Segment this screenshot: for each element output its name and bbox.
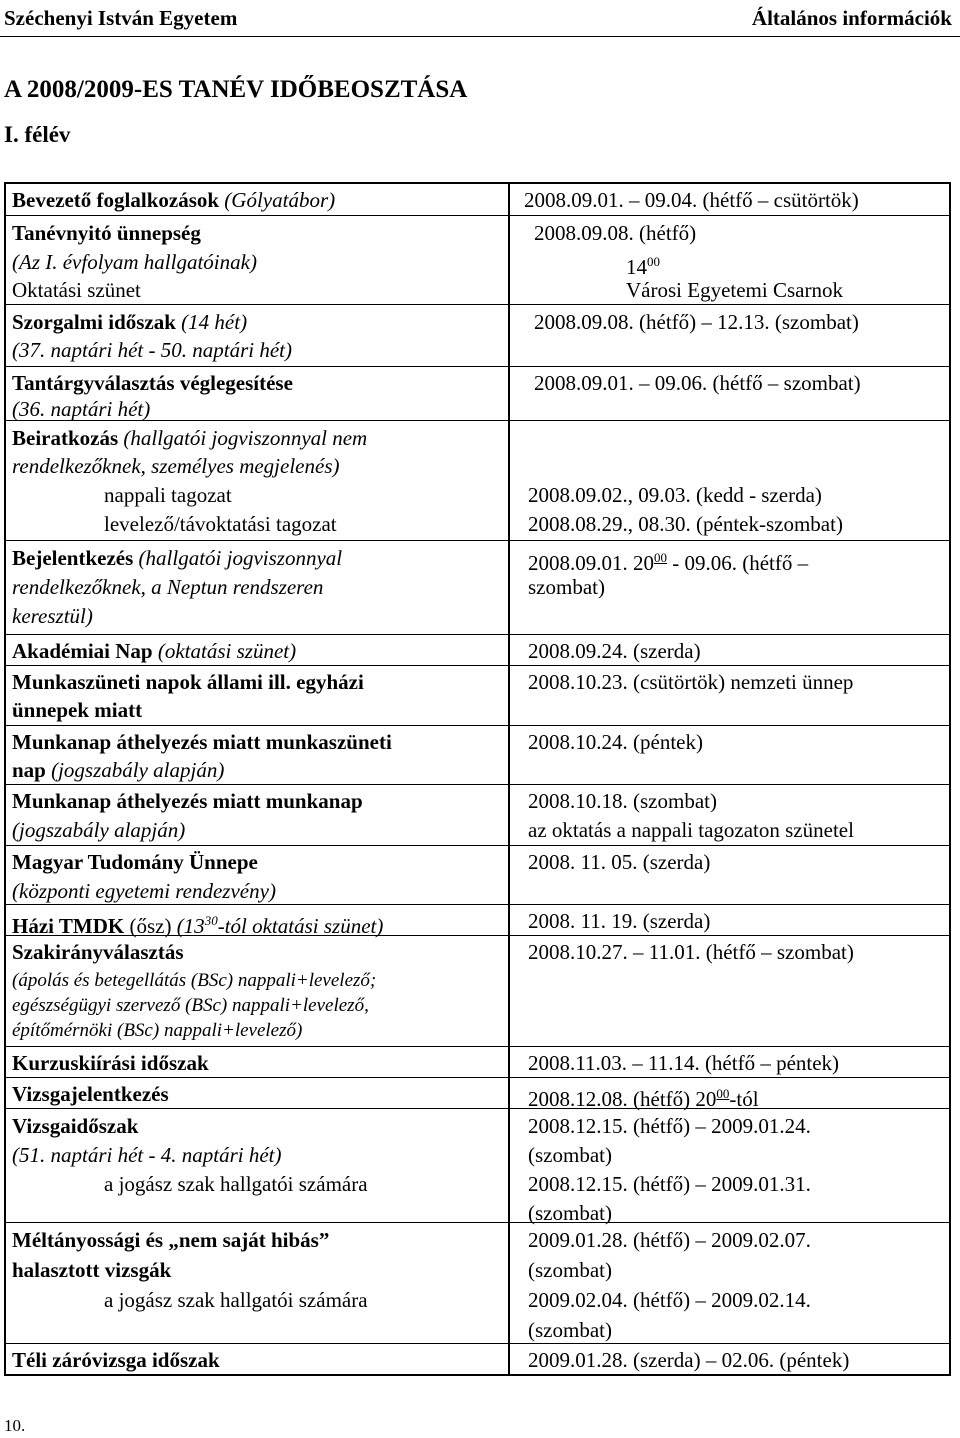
row-date: 2008.10.27. – 11.01. (hétfő – szombat) — [528, 940, 854, 964]
row-sublabel: (ápolás és betegellátás (BSc) nappali+levelező; — [12, 970, 377, 991]
row-date: 2008. 11. 19. (szerda) — [528, 909, 711, 933]
row-date-cont: (szombat) — [528, 1143, 612, 1167]
row-date: 2008.09.24. (szerda) — [528, 639, 701, 663]
table-row — [6, 634, 949, 665]
row-date: 2008.09.08. (hétfő) – 12.13. (szombat) — [534, 310, 859, 334]
semester-subtitle: I. félév — [4, 122, 71, 147]
row-sublabel: (jogszabály alapján) — [12, 818, 186, 842]
header-rule — [0, 36, 960, 37]
row-label-cont: halasztott vizsgák — [12, 1258, 172, 1282]
row-label: Vizsgaidőszak — [12, 1114, 139, 1138]
row-label: Munkanap áthelyezés miatt munkanap — [12, 789, 363, 813]
header-university-name: Széchenyi István Egyetem — [4, 6, 238, 30]
schedule-table — [4, 182, 951, 1376]
row-sublabel: levelező/távoktatási tagozat — [104, 512, 337, 536]
row-sublabel: (központi egyetemi rendezvény) — [12, 879, 276, 903]
table-row — [6, 725, 949, 784]
row-label: Szakirányválasztás — [12, 940, 184, 964]
row-sublabel: Oktatási szünet — [12, 278, 141, 302]
row-label: Vizsgajelentkezés — [12, 1082, 169, 1106]
row-label-cont: nap (jogszabály alapján) — [12, 758, 225, 782]
row-time: $14^{00}$ — [626, 254, 660, 279]
row-sublabel: (36. naptári hét) — [12, 397, 151, 421]
row-sublabel: a jogász szak hallgatói számára — [104, 1288, 368, 1312]
table-row — [6, 215, 949, 304]
table-row — [6, 665, 949, 725]
row-label: Bejelentkezés (hallgatói jogviszonnyal — [12, 546, 343, 570]
row-sublabel: (51. naptári hét - 4. naptári hét) — [12, 1143, 282, 1167]
row-label: Magyar Tudomány Ünnepe — [12, 850, 258, 874]
row-date-cont: (szombat) — [528, 1258, 612, 1282]
row-location: Városi Egyetemi Csarnok — [626, 278, 843, 302]
table-row — [6, 420, 949, 540]
row-date: 2008. 11. 05. (szerda) — [528, 850, 711, 874]
table-row — [6, 1108, 949, 1225]
row-sublabel: a jogász szak hallgatói számára — [104, 1172, 368, 1196]
row-sublabel: rendelkezőknek, személyes megjelenés) — [12, 454, 340, 478]
row-date: 2009.01.28. (szerda) – 02.06. (péntek) — [528, 1348, 850, 1372]
row-label: Munkaszüneti napok állami ill. egyházi — [12, 670, 364, 694]
header-section-title: Általános információk — [751, 6, 952, 30]
row-label: Kurzuskiírási időszak — [12, 1051, 209, 1075]
row-date: 2008.09.01. – 09.06. (hétfő – szombat) — [534, 371, 861, 395]
row-label-cont: ünnepek miatt — [12, 698, 143, 722]
row-label: Bevezető foglalkozások (Gólyatábor) — [12, 188, 336, 212]
row-label: Beiratkozás (hallgatói jogviszonnyal nem — [12, 426, 368, 450]
row-sublabel: (Az I. évfolyam hallgatóinak) — [12, 250, 257, 274]
table-row — [6, 904, 949, 938]
row-note: az oktatás a nappali tagozaton szünetel — [528, 818, 854, 842]
row-date: 2008.09.08. (hétfő) — [534, 221, 697, 245]
row-sublabel: (37. naptári hét - 50. naptári hét) — [12, 338, 292, 362]
table-row — [6, 1046, 949, 1077]
row-date-cont: (szombat) — [528, 1201, 612, 1225]
row-date: 2009.01.28. (hétfő) – 2009.02.07. — [528, 1228, 811, 1252]
table-row — [6, 784, 949, 845]
page-title: A 2008/2009-ES TANÉV IDŐBEOSZTÁSA — [4, 76, 468, 103]
row-date: 2008.10.23. (csütörtök) nemzeti ünnep — [528, 670, 854, 694]
row-date: 2008.09.02., 09.03. (kedd - szerda) — [528, 483, 822, 507]
row-sublabel: nappali tagozat — [104, 483, 232, 507]
row-date: 2009.02.04. (hétfő) – 2009.02.14. — [528, 1288, 811, 1312]
row-sublabel: keresztül) — [12, 604, 93, 628]
row-date: 2008.12.08. (hétfő) $20^{00}$-tól — [528, 1086, 759, 1111]
table-row — [6, 845, 949, 904]
table-row — [6, 1222, 949, 1343]
row-label: Akadémiai Nap (oktatási szünet) — [12, 639, 297, 663]
row-sublabel: rendelkezőknek, a Neptun rendszeren — [12, 575, 324, 599]
row-date-cont: (szombat) — [528, 1318, 612, 1342]
table-row — [6, 184, 949, 215]
row-label: Tanévnyitó ünnepség — [12, 221, 201, 245]
row-label: Tantárgyválasztás véglegesítése — [12, 371, 293, 395]
row-date: 2008.10.24. (péntek) — [528, 730, 703, 754]
row-date-cont: szombat) — [528, 575, 605, 599]
row-date: 2008.10.18. (szombat) — [528, 789, 717, 813]
row-date: 2008.12.15. (hétfő) – 2009.01.24. — [528, 1114, 811, 1138]
row-sublabel: építőmérnöki (BSc) nappali+levelező) — [12, 1020, 303, 1041]
table-row — [6, 1077, 949, 1111]
row-date: 2008.09.01. $20^{00} - 09.06$. (hétfő – — [528, 550, 809, 575]
table-row — [6, 366, 949, 420]
row-label: Munkanap áthelyezés miatt munkaszüneti — [12, 730, 392, 754]
row-date: 2008.09.01. – 09.04. (hétfő – csütörtök) — [524, 188, 859, 212]
row-label: Szorgalmi időszak (14 hét) — [12, 310, 248, 334]
row-date: 2008.12.15. (hétfő) – 2009.01.31. — [528, 1172, 811, 1196]
page-number: 10. — [4, 1416, 26, 1435]
row-label: Házi TMDK (ősz) ($13^{30}$-tól oktatási szünet) — [12, 913, 384, 938]
row-label: Téli záróvizsga időszak — [12, 1348, 220, 1372]
table-row — [6, 304, 949, 366]
row-date: 2008.08.29., 08.30. (péntek-szombat) — [528, 512, 843, 536]
row-date: 2008.11.03. – 11.14. (hétfő – péntek) — [528, 1051, 840, 1075]
table-row — [6, 1343, 949, 1374]
row-label: Méltányossági és „nem saját hibás” — [12, 1228, 330, 1252]
row-sublabel: egészségügyi szervező (BSc) nappali+levelező, — [12, 995, 369, 1016]
table-row — [6, 540, 949, 634]
table-row — [6, 935, 949, 1046]
